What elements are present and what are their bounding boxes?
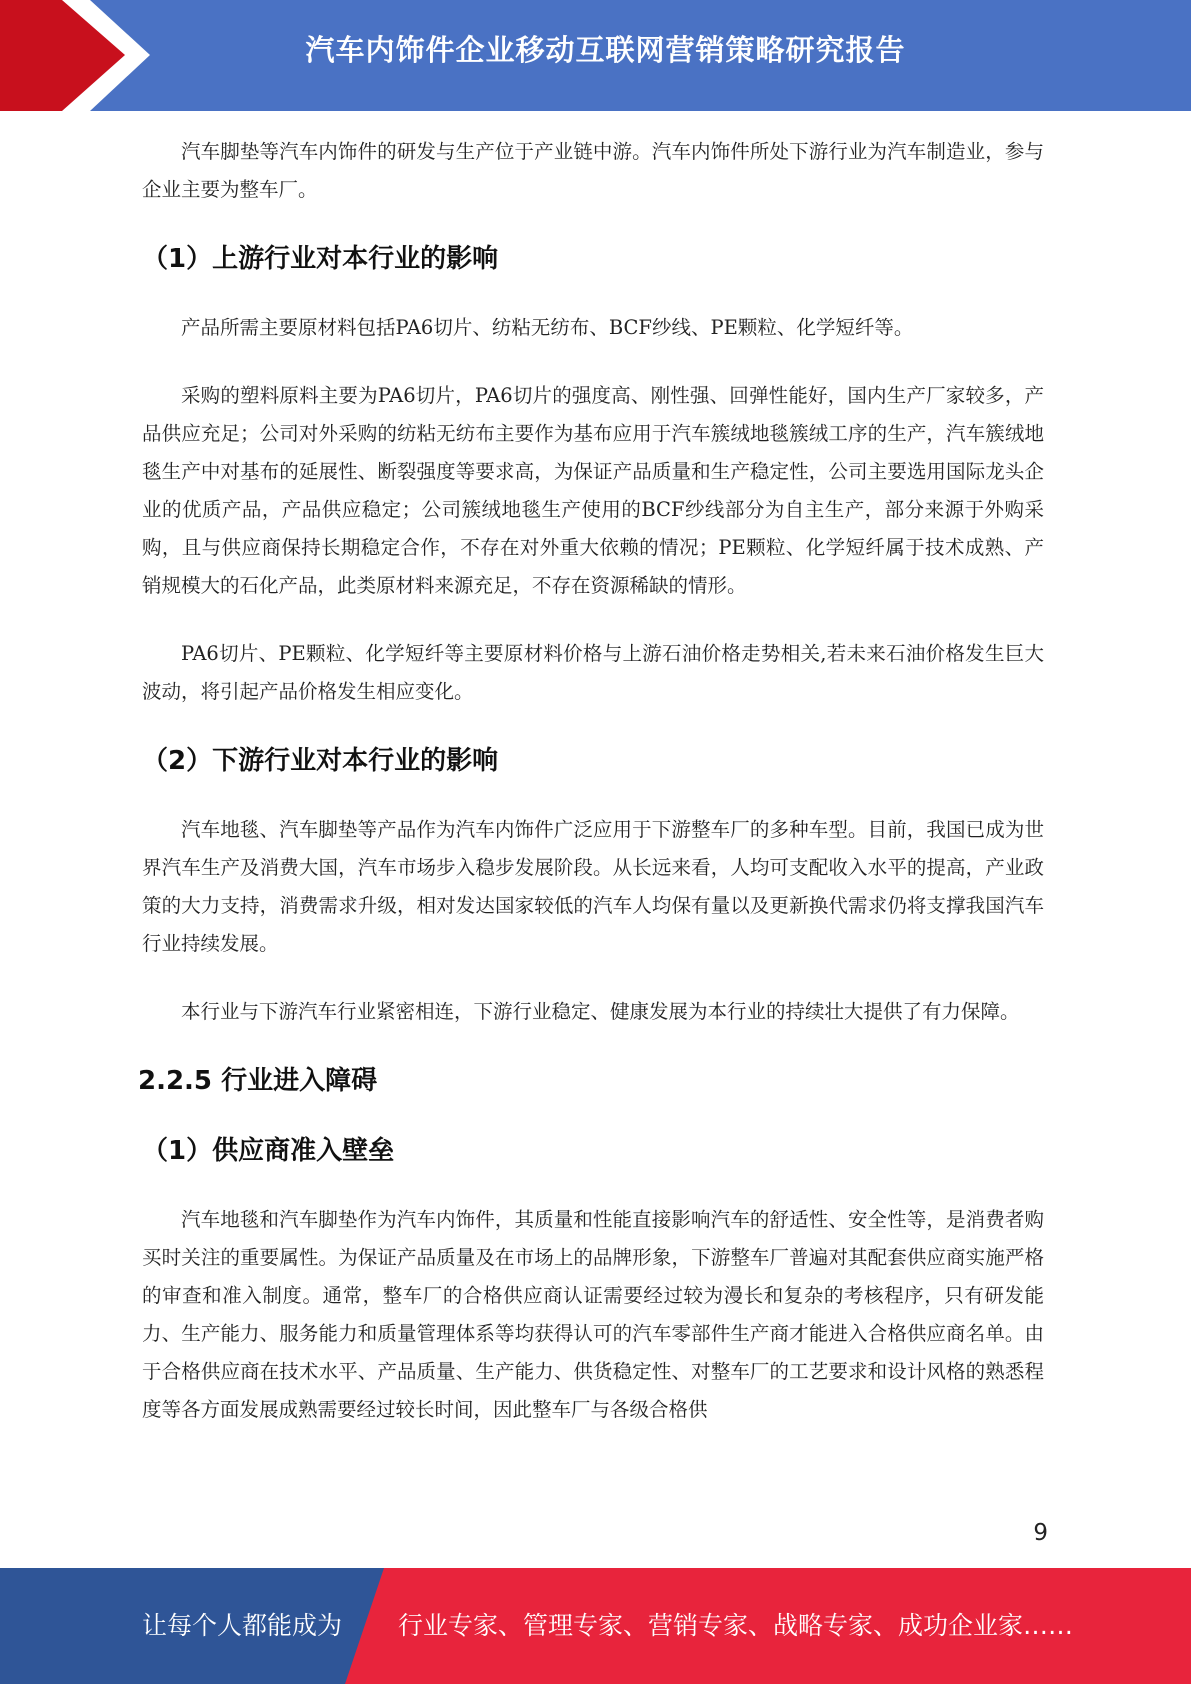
footer-slogan-right: 行业专家、管理专家、营销专家、战略专家、成功企业家…… (398, 1611, 1074, 1640)
paragraph: 汽车地毯和汽车脚垫作为汽车内饰件，其质量和性能直接影响汽车的舒适性、安全性等，是消费者购买时关注的重要属性。为保证产品质量及在市场上的品牌形象，下游整车厂普遍对其配套供应商实施严格的审查和准入制度。通常，整车厂的合格供应商认证需要经过较为漫长和复杂的考核程序，只有研发能力、生产能力、服务能力和质量管理体系等均获得认可的汽车零部件生产商才能进入合格供应商名单。由于合格供应商在技术水平、产品质量、生产能力、供货稳定性、对整车厂的工艺要求和设计风格的熟悉程度等各方面发展成熟需要经过较长时间，因此整车厂与各级合格供 (142, 1208, 1044, 1421)
paragraph: 汽车地毯、汽车脚垫等产品作为汽车内饰件广泛应用于下游整车厂的多种车型。目前，我国已成为世界汽车生产及消费大国，汽车市场步入稳步发展阶段。从长远来看，人均可支配收入水平的提高，产业政策的大力支持，消费需求升级，相对发达国家较低的汽车人均保有量以及更新换代需求仍将支撑我国汽车行业持续发展。 (142, 818, 1044, 955)
report-title: 汽车内饰件企业移动互联网营销策略研究报告 (305, 33, 906, 67)
section-heading-upstream: （1）上游行业对本行业的影响 (142, 244, 499, 274)
page-header (0, 0, 1191, 111)
paragraph: 本行业与下游汽车行业紧密相连，下游行业稳定、健康发展为本行业的持续壮大提供了有力保障。 (181, 1000, 1020, 1023)
page-number: 9 (1033, 1520, 1048, 1546)
page-footer (0, 1568, 1191, 1684)
section-heading-entry-barriers: 2.2.5 行业进入障碍 (138, 1066, 378, 1096)
paragraph: PA6切片、PE颗粒、化学短纤等主要原材料价格与上游石油价格走势相关,若未来石油价格发生巨大波动，将引起产品价格发生相应变化。 (142, 642, 1044, 703)
section-heading-downstream: （2）下游行业对本行业的影响 (142, 746, 499, 776)
paragraph: 汽车脚垫等汽车内饰件的研发与生产位于产业链中游。汽车内饰件所处下游行业为汽车制造业，参与企业主要为整车厂。 (142, 140, 1044, 201)
page-content (138, 133, 1044, 1459)
paragraph: 采购的塑料原料主要为PA6切片，PA6切片的强度高、刚性强、回弹性能好，国内生产厂家较多，产品供应充足；公司对外采购的纺粘无纺布主要作为基布应用于汽车簇绒地毯簇绒工序的生产，汽车簇绒地毯生产中对基布的延展性、断裂强度等要求高，为保证产品质量和生产稳定性，公司主要选用国际龙头企业的优质产品，产品供应稳定；公司簇绒地毯生产使用的BCF纱线部分为自主生产，部分来源于外购采购，且与供应商保持长期稳定合作，不存在对外重大依赖的情况；PE颗粒、化学短纤属于技术成熟、产销规模大的石化产品，此类原材料来源充足，不存在资源稀缺的情形。 (142, 384, 1044, 597)
footer-slogan-left: 让每个人都能成为 (142, 1611, 343, 1640)
paragraph: 产品所需主要原材料包括PA6切片、纺粘无纺布、BCF纱线、PE颗粒、化学短纤等。 (181, 316, 914, 339)
section-heading-supplier-barrier: （1）供应商准入壁垒 (142, 1136, 395, 1166)
